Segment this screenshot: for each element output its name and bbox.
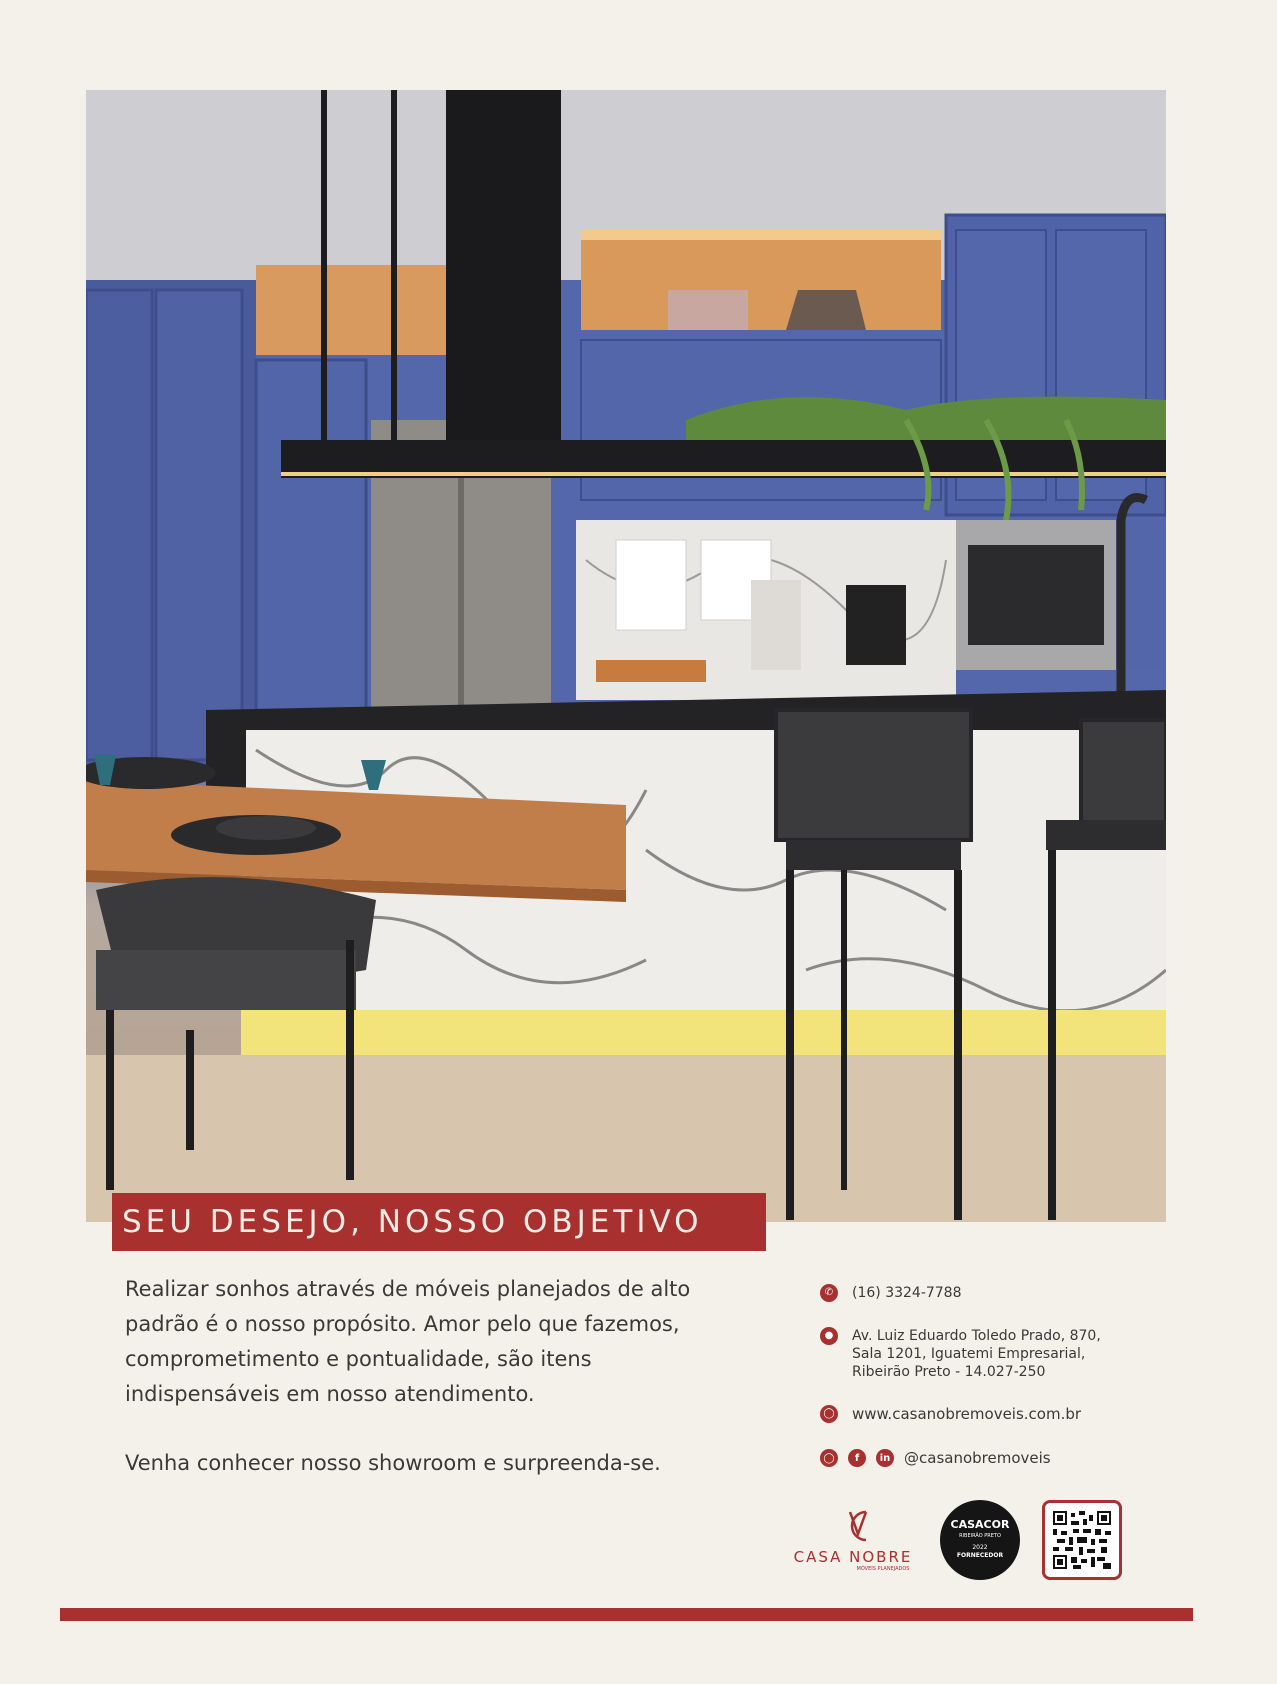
- qr-code-icon: [1053, 1511, 1111, 1569]
- footer-bar: [60, 1608, 1193, 1621]
- casa-nobre-emblem-icon: [790, 1504, 916, 1548]
- casacor-title: CASACOR: [950, 1518, 1010, 1531]
- address-line-2: Sala 1201, Iguatemi Empresarial,: [852, 1346, 1086, 1362]
- description: [125, 1272, 725, 1481]
- social-handle: @casanobremoveis: [904, 1449, 1051, 1467]
- qr-code[interactable]: [1042, 1500, 1122, 1580]
- kitchen-photo: [86, 90, 1166, 1222]
- casacor-year: 2022: [972, 1544, 988, 1551]
- showroom-invite: Venha conhecer nosso showroom e surpreenda-se.: [125, 1451, 661, 1475]
- address-line-1: Av. Luiz Eduardo Toledo Prado, 870,: [852, 1328, 1101, 1344]
- casacor-badge: [940, 1500, 1020, 1580]
- facebook-icon[interactable]: f: [848, 1449, 866, 1467]
- instagram-icon[interactable]: ◯: [820, 1449, 838, 1467]
- casacor-role: FORNECEDOR: [956, 1552, 1004, 1559]
- address-line-3: Ribeirão Preto - 14.027-250: [852, 1364, 1046, 1380]
- website-url: www.casanobremoveis.com.br: [852, 1405, 1082, 1423]
- brand-name: CASA NOBRE: [793, 1548, 913, 1566]
- location-pin-icon: ●: [820, 1327, 838, 1345]
- linkedin-icon[interactable]: in: [876, 1449, 894, 1467]
- globe-icon: ◯: [820, 1405, 838, 1423]
- phone-number: (16) 3324-7788: [852, 1285, 962, 1301]
- description-paragraph: Realizar sonhos através de móveis planejados de alto padrão é o nosso propósito. Amor pelo que fazemos, comprometimento e pontualidade, são itens indispensáveis em nosso atendimento.: [125, 1277, 691, 1406]
- brand-subtitle: MÓVEIS PLANEJADOS: [856, 1566, 910, 1572]
- phone-icon: ✆: [820, 1284, 838, 1302]
- casacor-city: RIBEIRÃO PRETO: [959, 1533, 1001, 1539]
- casa-nobre-logo: [790, 1504, 916, 1576]
- tagline-banner: SEU DESEJO, NOSSO OBJETIVO: [112, 1193, 766, 1251]
